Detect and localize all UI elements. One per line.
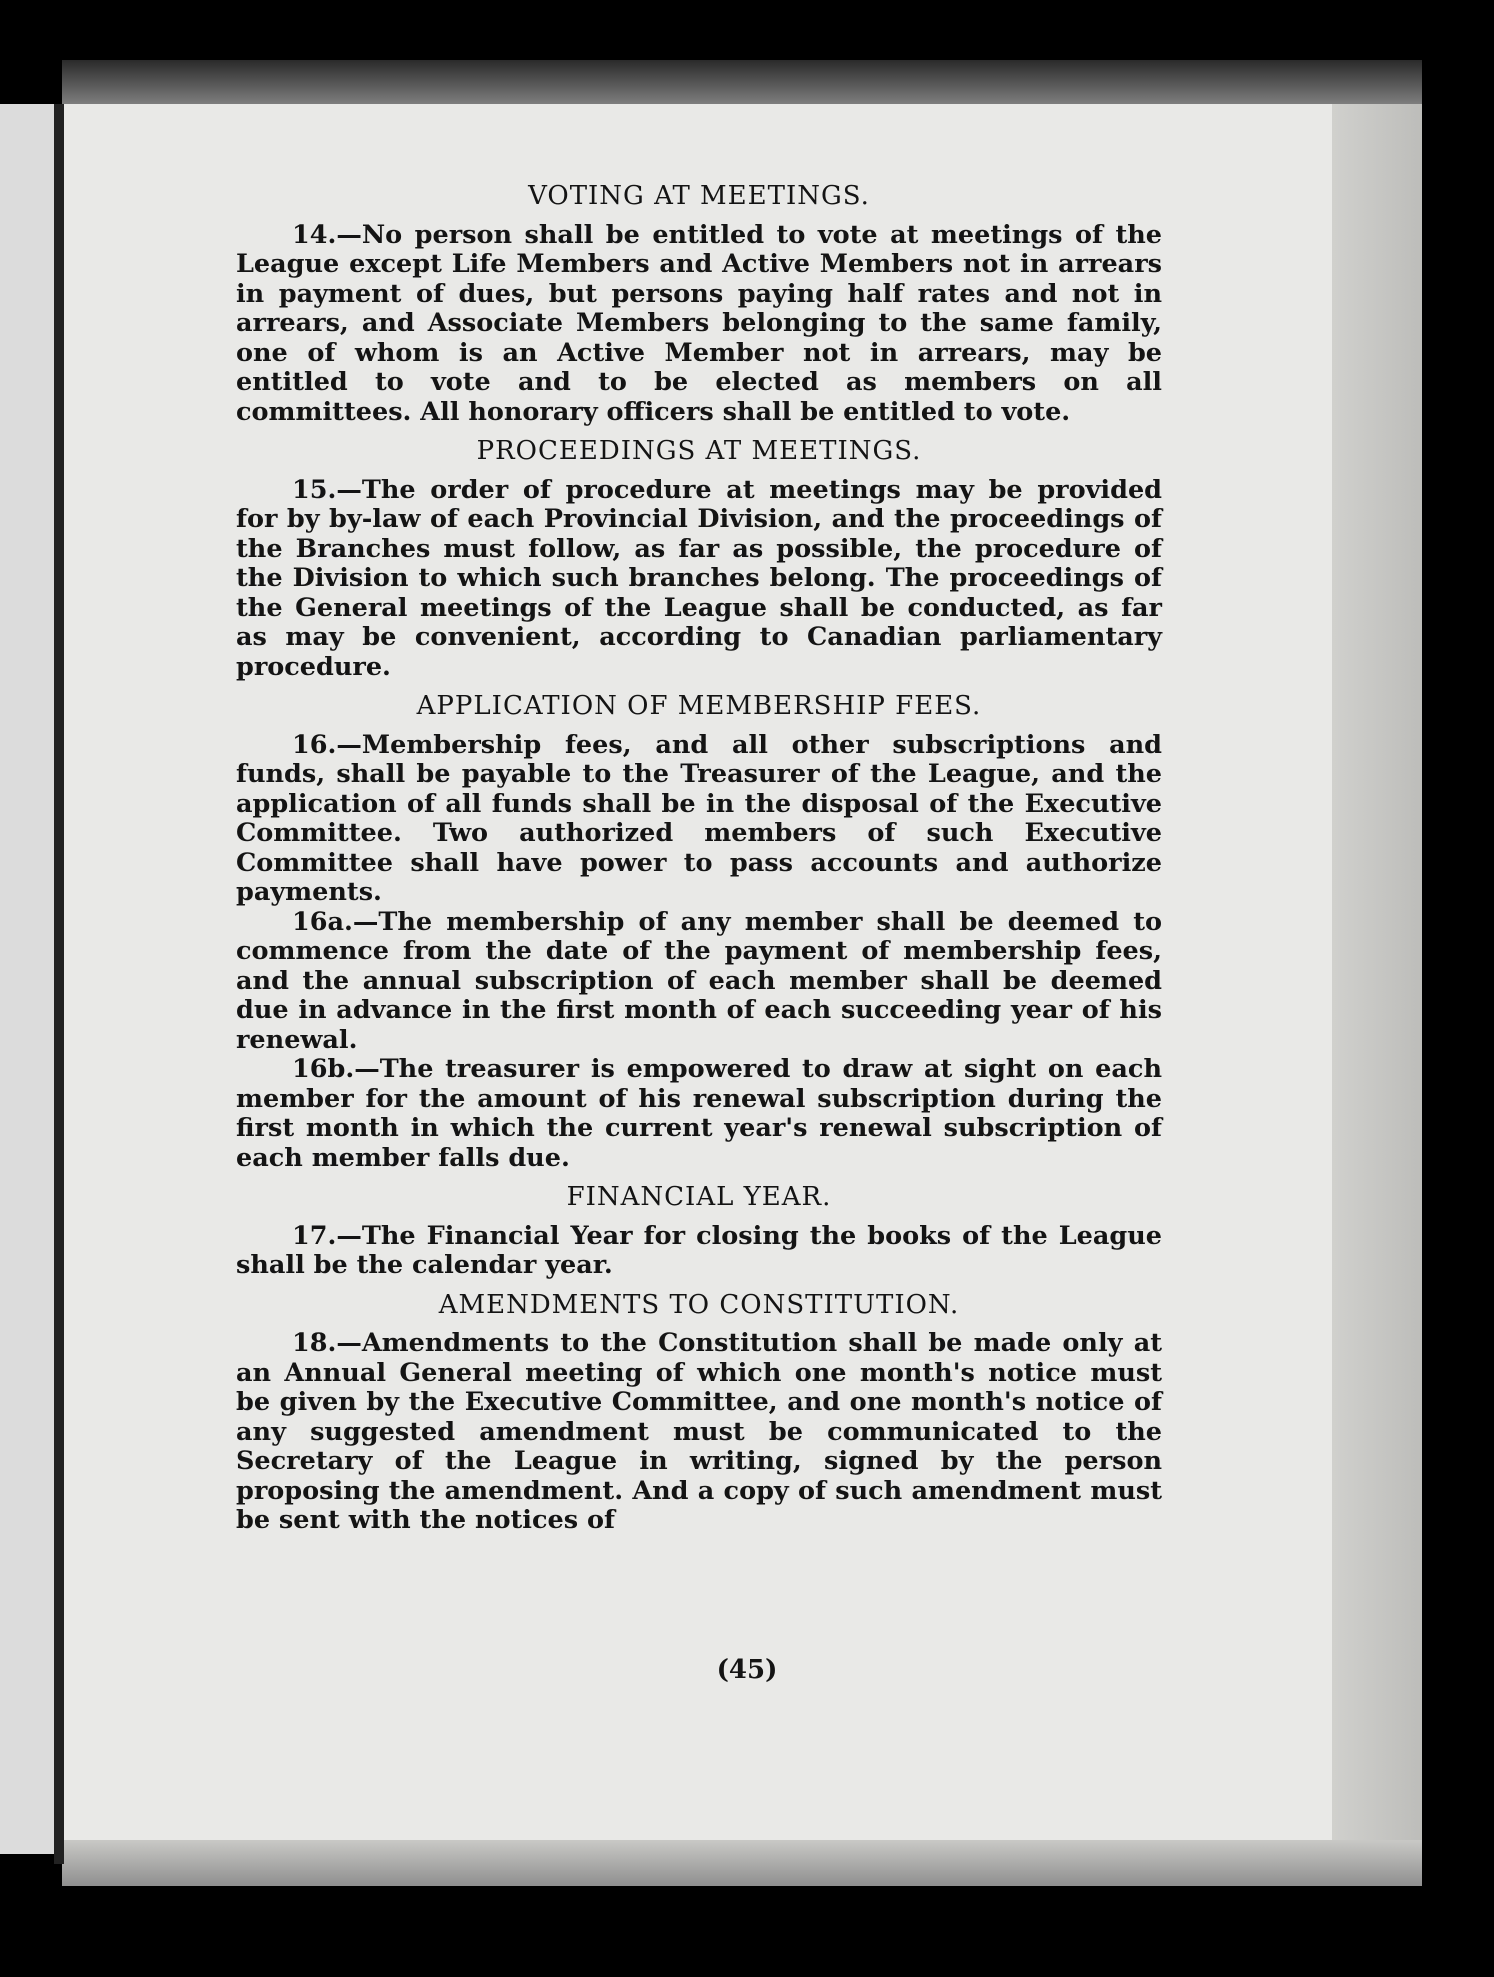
page-right-edge	[1332, 104, 1422, 1880]
adjacent-page-edge	[0, 104, 62, 1854]
section-heading-voting: VOTING AT MEETINGS.	[528, 181, 870, 211]
article-16: 16.—Membership fees, and all other subscriptions and funds, shall be payable to the Treasurer of the League, and the application of all funds shall be in the disposal of the Executive Committee. Two authorized members of such Executive Committee shall have power to pass accounts and authorize payments.	[236, 729, 1162, 907]
section-heading-proceedings: PROCEEDINGS AT MEETINGS.	[476, 436, 922, 466]
article-16a: 16a.—The membership of any member shall be deemed to commence from the date of the payment of membership fees, and the annual subscription of each member shall be deemed due in advance in the first month of each succeeding year of his renewal.	[236, 906, 1162, 1055]
page-text	[236, 182, 1162, 1536]
section-heading-membership-fees: APPLICATION OF MEMBERSHIP FEES.	[416, 691, 982, 721]
article-16b: 16b.—The treasurer is empowered to draw at sight on each member for the amount of his renewal subscription during the first month in which the current year's renewal subscription of each member falls due.	[236, 1054, 1162, 1173]
article-18: 18.—Amendments to the Constitution shall be made only at an Annual General meeting of which one month's notice must be given by the Executive Committee, and one month's notice of any suggested amendment must be communicated to the Secretary of the League in writing, signed by the person proposing the amendment. And a copy of such amendment must be sent with the notices of	[236, 1328, 1162, 1535]
page-number: (45)	[716, 1655, 778, 1685]
article-14: 14.—No person shall be entitled to vote at meetings of the League except Life Members and Active Members not in arrears in payment of dues, but persons paying half rates and not in arrears, and Associate Members belonging to the same family, one of whom is an Active Member not in arrears, may be entitled to vote and to be elected as members on all committees. All honorary officers shall be entitled to vote.	[236, 219, 1162, 427]
book-binding	[54, 104, 64, 1864]
section-heading-financial-year: FINANCIAL YEAR.	[566, 1182, 832, 1212]
section-heading-amendments: AMENDMENTS TO CONSTITUTION.	[438, 1289, 960, 1320]
article-15: 15.—The order of procedure at meetings may be provided for by by-law of each Provincial Division, and the proceedings of the Branches must follow, as far as possible, the procedure of the Division to which such branches belong. The proceedings of the General meetings of the League shall be conducted, as far as may be convenient, according to Canadian parliamentary procedure.	[236, 474, 1162, 682]
page-bottom-edge	[62, 1840, 1422, 1886]
article-17: 17.—The Financial Year for closing the books of the League shall be the calendar year.	[236, 1220, 1162, 1280]
